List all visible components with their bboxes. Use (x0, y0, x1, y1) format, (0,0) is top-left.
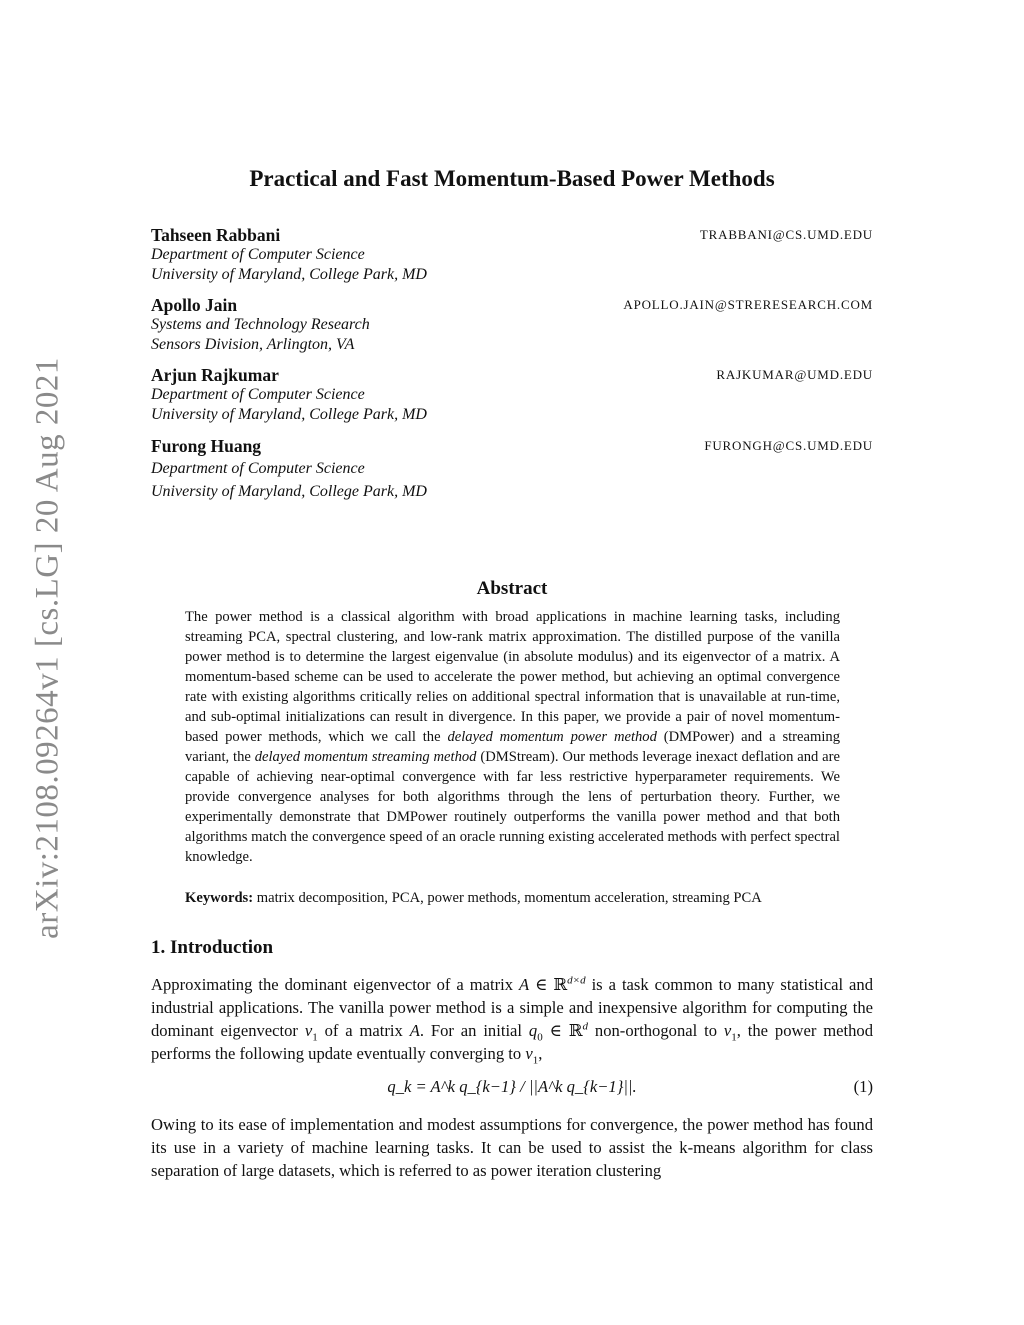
author-affiliation: Department of Computer Science (151, 246, 365, 263)
math-symbol: v (304, 1021, 313, 1040)
math-symbol: A (409, 1021, 420, 1040)
author-email: APOLLO.JAIN@STRERESEARCH.COM (623, 297, 873, 312)
author-name: Furong Huang (151, 436, 262, 456)
keywords-line (185, 888, 840, 908)
abstract-text: The power method is a classical algorithm with broad applications in machine learning tasks, including streaming PCA, spectral clustering, and low-rank matrix approximation. The distilled purpose of the vanilla power method is to determine the largest eigenvalue (in absolute modulus) and its eigenvector of a matrix. A momentum-based scheme can be used to accelerate the power method, but achieving an optimal convergence rate with existing algorithms critically relies on additional spectral information that is unavailable at run-time, and sub-optimal initializations can result in divergence. In this paper, we provide a pair of novel momentum-based power methods, which we call the (185, 609, 840, 745)
math-symbol: q (528, 1021, 538, 1040)
math-symbol: v (723, 1021, 732, 1040)
math-subscript: 1 (312, 1031, 318, 1044)
abstract-text: (DMStream). Our methods leverage inexact deflation and are capable of achieving near-optimal convergence with far less restrictive hyperparameter requirements. We provide convergence analyses for both algorithms through the lens of perturbation theory. Further, we experimentally demonstrate that DMPower routinely outperforms the vanilla power method and that both algorithms match the convergence speed of an oracle running existing accelerated methods with perfect spectral knowledge. (185, 749, 840, 865)
author-affiliation: Systems and Technology Research (151, 316, 370, 333)
keywords-label: Keywords: (185, 890, 254, 906)
author-email: TRABBANI@CS.UMD.EDU (699, 227, 873, 242)
math-symbol: A (519, 975, 530, 994)
math-superscript: d (582, 1020, 589, 1033)
author-block (151, 225, 873, 285)
intro-text: Approximating the dominant eigenvector of a matrix (151, 975, 520, 994)
abstract-body (185, 607, 840, 867)
author-affiliation: Department of Computer Science (151, 386, 365, 403)
equation-number: (1) (853, 1077, 873, 1096)
intro-text: is a task common to many statistical and industrial applications. The vanilla power method is a simple and inexpensive algorithm for computing the dominant eigenvector (151, 975, 873, 1040)
author-email: RAJKUMAR@UMD.EDU (716, 367, 873, 382)
math-symbol: ∈ ℝ (542, 1021, 583, 1040)
author-name: Arjun Rajkumar (151, 365, 279, 385)
section-heading: 1. Introduction (151, 937, 274, 958)
author-affiliation: Department of Computer Science (151, 460, 365, 477)
math-subscript: 0 (537, 1031, 543, 1044)
author-name: Apollo Jain (151, 295, 238, 315)
author-affiliation: Sensors Division, Arlington, VA (151, 336, 355, 353)
author-email: FURONGH@CS.UMD.EDU (704, 438, 873, 453)
math-symbol: v (525, 1044, 533, 1063)
abstract-heading: Abstract (476, 578, 548, 599)
author-block (151, 365, 873, 425)
intro-text: , the power method performs the following update eventually converging to (151, 1021, 874, 1063)
body-paragraph: Owing to its ease of implementation and modest assumptions for convergence, the power method has found its use in a variety of machine learning tasks. It can be used to assist the k-means algorithm for class separation of large datasets, which is referred to as power iteration clustering (151, 1115, 873, 1180)
equation-body: q_k = A^k q_{k−1} / ||A^k q_{k−1}||. (387, 1077, 637, 1096)
author-block (151, 295, 873, 355)
math-subscript: 1 (532, 1054, 539, 1067)
math-superscript: d×d (567, 974, 586, 987)
intro-text: . For an initial (419, 1021, 529, 1040)
keywords-list: matrix decomposition, PCA, power methods, momentum acceleration, streaming PCA (253, 890, 762, 906)
author-affiliation: University of Maryland, College Park, MD (151, 266, 427, 283)
paper-title: Practical and Fast Momentum-Based Power Methods (249, 166, 775, 191)
author-affiliation: University of Maryland, College Park, MD (151, 483, 427, 500)
abstract-emphasis: delayed momentum streaming method (254, 749, 477, 765)
intro-text: of a matrix (317, 1021, 410, 1040)
author-affiliation: University of Maryland, College Park, MD (151, 406, 427, 423)
abstract-text: (DMPower) and a streaming variant, the (185, 729, 840, 765)
math-symbol: ∈ ℝ (529, 975, 568, 994)
intro-paragraph (151, 973, 873, 1065)
arxiv-side-stamp: arXiv:2108.09264v1 [cs.LG] 20 Aug 2021 (29, 357, 66, 939)
intro-text: non-orthogonal to (588, 1021, 724, 1040)
abstract-emphasis: delayed momentum power method (447, 729, 657, 745)
author-block (151, 436, 873, 502)
intro-text: , (538, 1044, 543, 1063)
math-subscript: 1 (731, 1031, 737, 1044)
author-name: Tahseen Rabbani (151, 225, 281, 245)
